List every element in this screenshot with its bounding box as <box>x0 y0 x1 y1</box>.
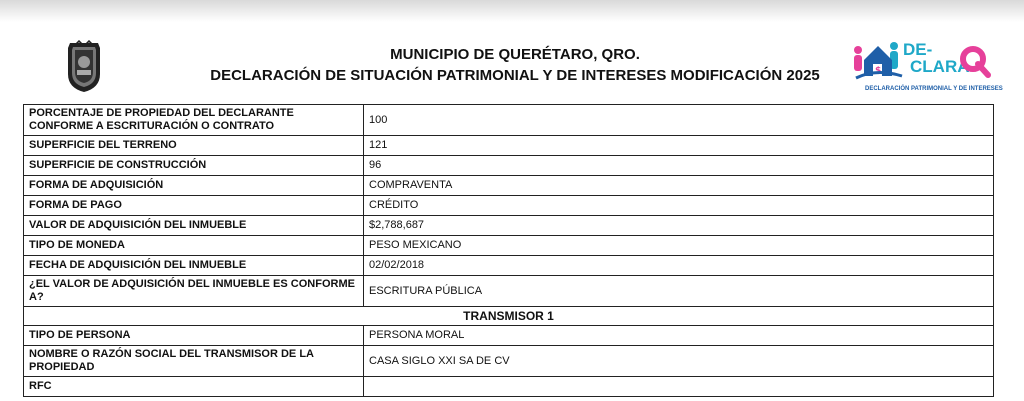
table-row <box>24 276 994 307</box>
row-value: 121 <box>364 136 994 156</box>
row-label: FORMA DE PAGO <box>24 196 364 216</box>
table-row <box>24 136 994 156</box>
table-row <box>24 216 994 236</box>
row-value: ESCRITURA PÚBLICA <box>364 276 994 307</box>
transmisor-section-title: TRANSMISOR 1 <box>24 307 994 326</box>
table-row <box>24 196 994 216</box>
row-value: CRÉDITO <box>364 196 994 216</box>
row-label: TIPO DE MONEDA <box>24 236 364 256</box>
svg-text:$: $ <box>875 66 882 76</box>
row-label: FORMA DE ADQUISICIÓN <box>24 176 364 196</box>
row-value: 100 <box>364 105 994 136</box>
q-mark-icon <box>958 44 992 78</box>
declaraq-logo <box>846 38 1003 100</box>
row-value: 96 <box>364 156 994 176</box>
row-label: PORCENTAJE DE PROPIEDAD DEL DECLARANTE CONFORME A ESCRITURACIÓN O CONTRATO <box>24 105 364 136</box>
row-label: NOMBRE O RAZÓN SOCIAL DEL TRANSMISOR DE LA PROPIEDAD <box>24 346 364 377</box>
window-top-bar <box>0 0 1024 22</box>
row-label: RFC <box>24 377 364 397</box>
table-row <box>24 236 994 256</box>
section-header-row <box>24 307 994 326</box>
table-row <box>24 256 994 276</box>
row-label: ¿EL VALOR DE ADQUISICIÓN DEL INMUEBLE ES CONFORME A? <box>24 276 364 307</box>
row-label: TIPO DE PERSONA <box>24 326 364 346</box>
row-label: SUPERFICIE DEL TERRENO <box>24 136 364 156</box>
logo-text-de: DE- <box>903 40 933 59</box>
row-value: CASA SIGLO XXI SA DE CV <box>364 346 994 377</box>
table-row <box>24 377 994 397</box>
table-row <box>24 176 994 196</box>
table-row <box>24 326 994 346</box>
municipal-seal-icon <box>64 40 104 94</box>
row-value: 02/02/2018 <box>364 256 994 276</box>
table-row <box>24 156 994 176</box>
row-value: COMPRAVENTA <box>364 176 994 196</box>
declaration-title: DECLARACIÓN DE SITUACIÓN PATRIMONIAL Y DE INTERESES MODIFICACIÓN 2025 <box>210 67 820 84</box>
municipality-title: MUNICIPIO DE QUERÉTARO, QRO. <box>390 46 640 63</box>
house-people-icon <box>846 38 906 84</box>
table-row <box>24 346 994 377</box>
logo-text-clara: CLARA <box>910 57 970 76</box>
document-header <box>120 44 910 86</box>
row-label: VALOR DE ADQUISICIÓN DEL INMUEBLE <box>24 216 364 236</box>
row-value: $2,788,687 <box>364 216 994 236</box>
property-declaration-table <box>23 104 994 397</box>
row-label: FECHA DE ADQUISICIÓN DEL INMUEBLE <box>24 256 364 276</box>
row-value <box>364 377 994 397</box>
row-value: PESO MEXICANO <box>364 236 994 256</box>
logo-tagline: DECLARACIÓN PATRIMONIAL Y DE INTERESES <box>865 86 1003 92</box>
row-value: PERSONA MORAL <box>364 326 994 346</box>
row-label: SUPERFICIE DE CONSTRUCCIÓN <box>24 156 364 176</box>
table-row <box>24 105 994 136</box>
